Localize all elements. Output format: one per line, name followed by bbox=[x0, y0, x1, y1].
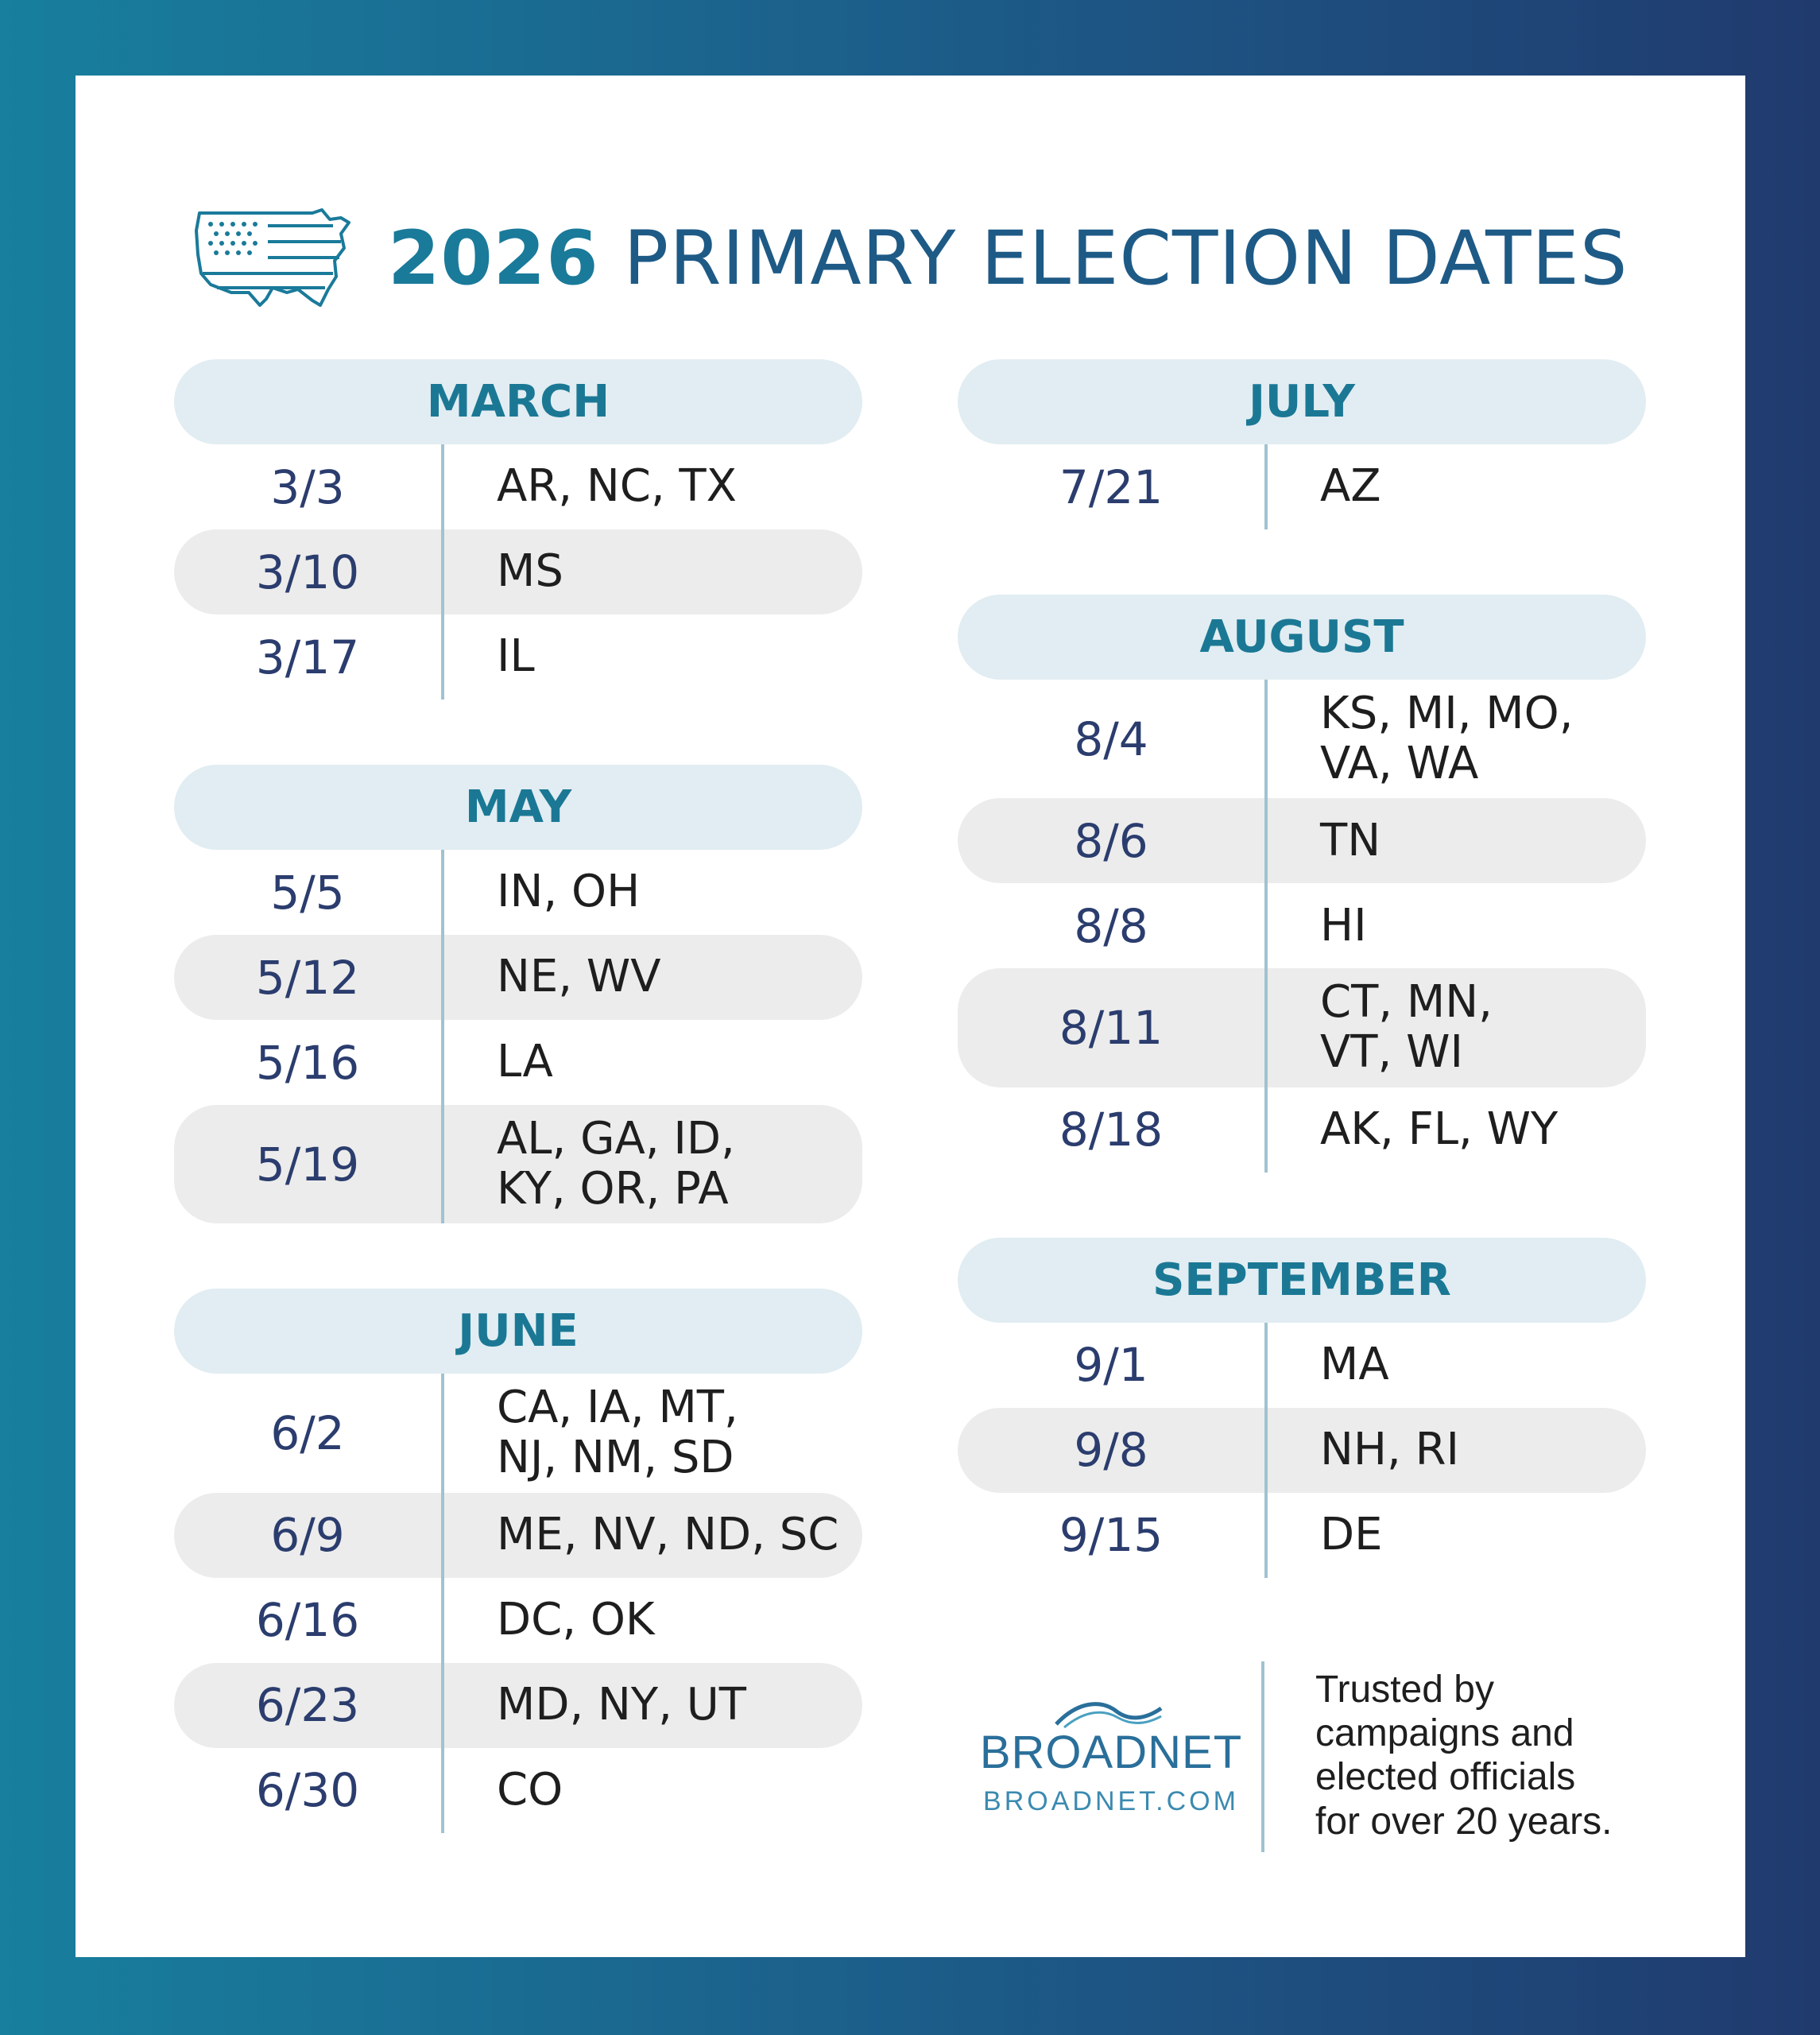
primary-date: 5/5 bbox=[270, 865, 345, 920]
date-row bbox=[958, 798, 1646, 883]
state-list: LA bbox=[497, 1036, 553, 1088]
state-list: AR, NC, TX bbox=[497, 460, 737, 513]
state-list: AZ bbox=[1320, 460, 1381, 513]
primary-date: 5/12 bbox=[255, 950, 360, 1005]
us-flag-map-icon bbox=[193, 207, 352, 310]
state-list: MS bbox=[497, 545, 563, 598]
state-list: TN bbox=[1320, 814, 1381, 866]
broadnet-wave-logo bbox=[1053, 1697, 1164, 1729]
primary-date: 8/8 bbox=[1074, 898, 1148, 953]
date-row bbox=[174, 1663, 862, 1748]
date-row bbox=[958, 968, 1646, 1087]
date-row bbox=[174, 935, 862, 1020]
month-header: MAY bbox=[174, 765, 862, 850]
tagline-line: Trusted by bbox=[1315, 1669, 1494, 1711]
month-header: JULY bbox=[958, 359, 1646, 444]
month-header: JUNE bbox=[174, 1289, 862, 1374]
state-list: ME, NV, ND, SC bbox=[497, 1509, 839, 1561]
state-list: MA bbox=[1320, 1339, 1389, 1391]
date-row bbox=[174, 529, 862, 614]
card bbox=[76, 76, 1745, 1957]
date-row bbox=[958, 1087, 1646, 1173]
state-list: AL, GA, ID, KY, OR, PA bbox=[497, 1113, 735, 1215]
footer bbox=[958, 1661, 1646, 1852]
primary-date: 9/15 bbox=[1059, 1508, 1164, 1563]
date-row bbox=[174, 1493, 862, 1578]
date-row bbox=[174, 1105, 862, 1223]
right-column bbox=[958, 359, 1646, 1643]
tagline-line: elected officials bbox=[1315, 1756, 1576, 1799]
primary-date: 8/6 bbox=[1074, 813, 1148, 868]
primary-date: 6/16 bbox=[255, 1593, 360, 1648]
state-list: DC, OK bbox=[497, 1594, 655, 1646]
month-june bbox=[174, 1289, 862, 1832]
primary-date: 6/23 bbox=[255, 1678, 360, 1733]
month-header: MARCH bbox=[174, 359, 862, 444]
state-list: AK, FL, WY bbox=[1320, 1103, 1559, 1156]
primary-date: 3/10 bbox=[255, 545, 360, 599]
primary-date: 8/18 bbox=[1059, 1103, 1164, 1157]
date-row bbox=[174, 1374, 862, 1492]
month-august bbox=[958, 595, 1646, 1173]
title-year: 2026 bbox=[388, 215, 599, 302]
primary-date: 8/11 bbox=[1059, 1001, 1164, 1056]
month-july bbox=[958, 359, 1646, 529]
page-title bbox=[388, 215, 1628, 302]
state-list: NE, WV bbox=[497, 951, 661, 1003]
primary-date: 9/1 bbox=[1074, 1338, 1148, 1393]
left-column bbox=[174, 359, 862, 1898]
date-row bbox=[174, 614, 862, 700]
primary-date: 5/19 bbox=[255, 1137, 360, 1192]
date-row bbox=[958, 1493, 1646, 1578]
state-list: HI bbox=[1320, 899, 1367, 952]
state-list: NH, RI bbox=[1320, 1424, 1460, 1476]
state-list: CT, MN, VT, WI bbox=[1320, 976, 1493, 1079]
date-row bbox=[958, 1408, 1646, 1493]
state-list: CO bbox=[497, 1764, 563, 1816]
tagline bbox=[1315, 1668, 1649, 1843]
primary-date: 6/30 bbox=[255, 1763, 360, 1818]
primary-date: 9/8 bbox=[1074, 1423, 1148, 1478]
title-text: PRIMARY ELECTION DATES bbox=[623, 215, 1628, 302]
date-row bbox=[958, 444, 1646, 529]
state-list: KS, MI, MO, VA, WA bbox=[1320, 688, 1574, 789]
broadnet-logo bbox=[958, 1697, 1264, 1824]
state-list: CA, IA, MT, NJ, NM, SD bbox=[497, 1382, 738, 1484]
tagline-line: campaigns and bbox=[1315, 1712, 1574, 1755]
state-list: IL bbox=[497, 630, 535, 683]
date-row bbox=[958, 883, 1646, 968]
logo-text: BROADNET bbox=[979, 1727, 1243, 1778]
primary-date: 7/21 bbox=[1059, 459, 1164, 514]
primary-date: 3/17 bbox=[255, 630, 360, 684]
date-row bbox=[958, 680, 1646, 798]
month-header: SEPTEMBER bbox=[958, 1238, 1646, 1323]
primary-date: 8/4 bbox=[1074, 711, 1148, 766]
state-list: MD, NY, UT bbox=[497, 1679, 746, 1731]
month-may bbox=[174, 765, 862, 1223]
primary-date: 6/2 bbox=[270, 1406, 345, 1461]
tagline-line: for over 20 years. bbox=[1315, 1800, 1613, 1843]
primary-date: 5/16 bbox=[255, 1035, 360, 1090]
date-row bbox=[958, 1323, 1646, 1408]
month-march bbox=[174, 359, 862, 700]
month-header: AUGUST bbox=[958, 595, 1646, 680]
date-row bbox=[174, 1020, 862, 1105]
date-row bbox=[174, 850, 862, 935]
footer-divider bbox=[1261, 1661, 1264, 1852]
date-row bbox=[174, 1578, 862, 1663]
date-row bbox=[174, 444, 862, 529]
primary-date: 6/9 bbox=[270, 1508, 345, 1563]
page-header bbox=[193, 191, 1628, 326]
state-list: DE bbox=[1320, 1509, 1383, 1561]
state-list: IN, OH bbox=[497, 866, 641, 918]
month-september bbox=[958, 1238, 1646, 1578]
logo-url[interactable]: BROADNET.COM bbox=[983, 1786, 1239, 1816]
primary-date: 3/3 bbox=[270, 459, 345, 514]
date-row bbox=[174, 1748, 862, 1833]
